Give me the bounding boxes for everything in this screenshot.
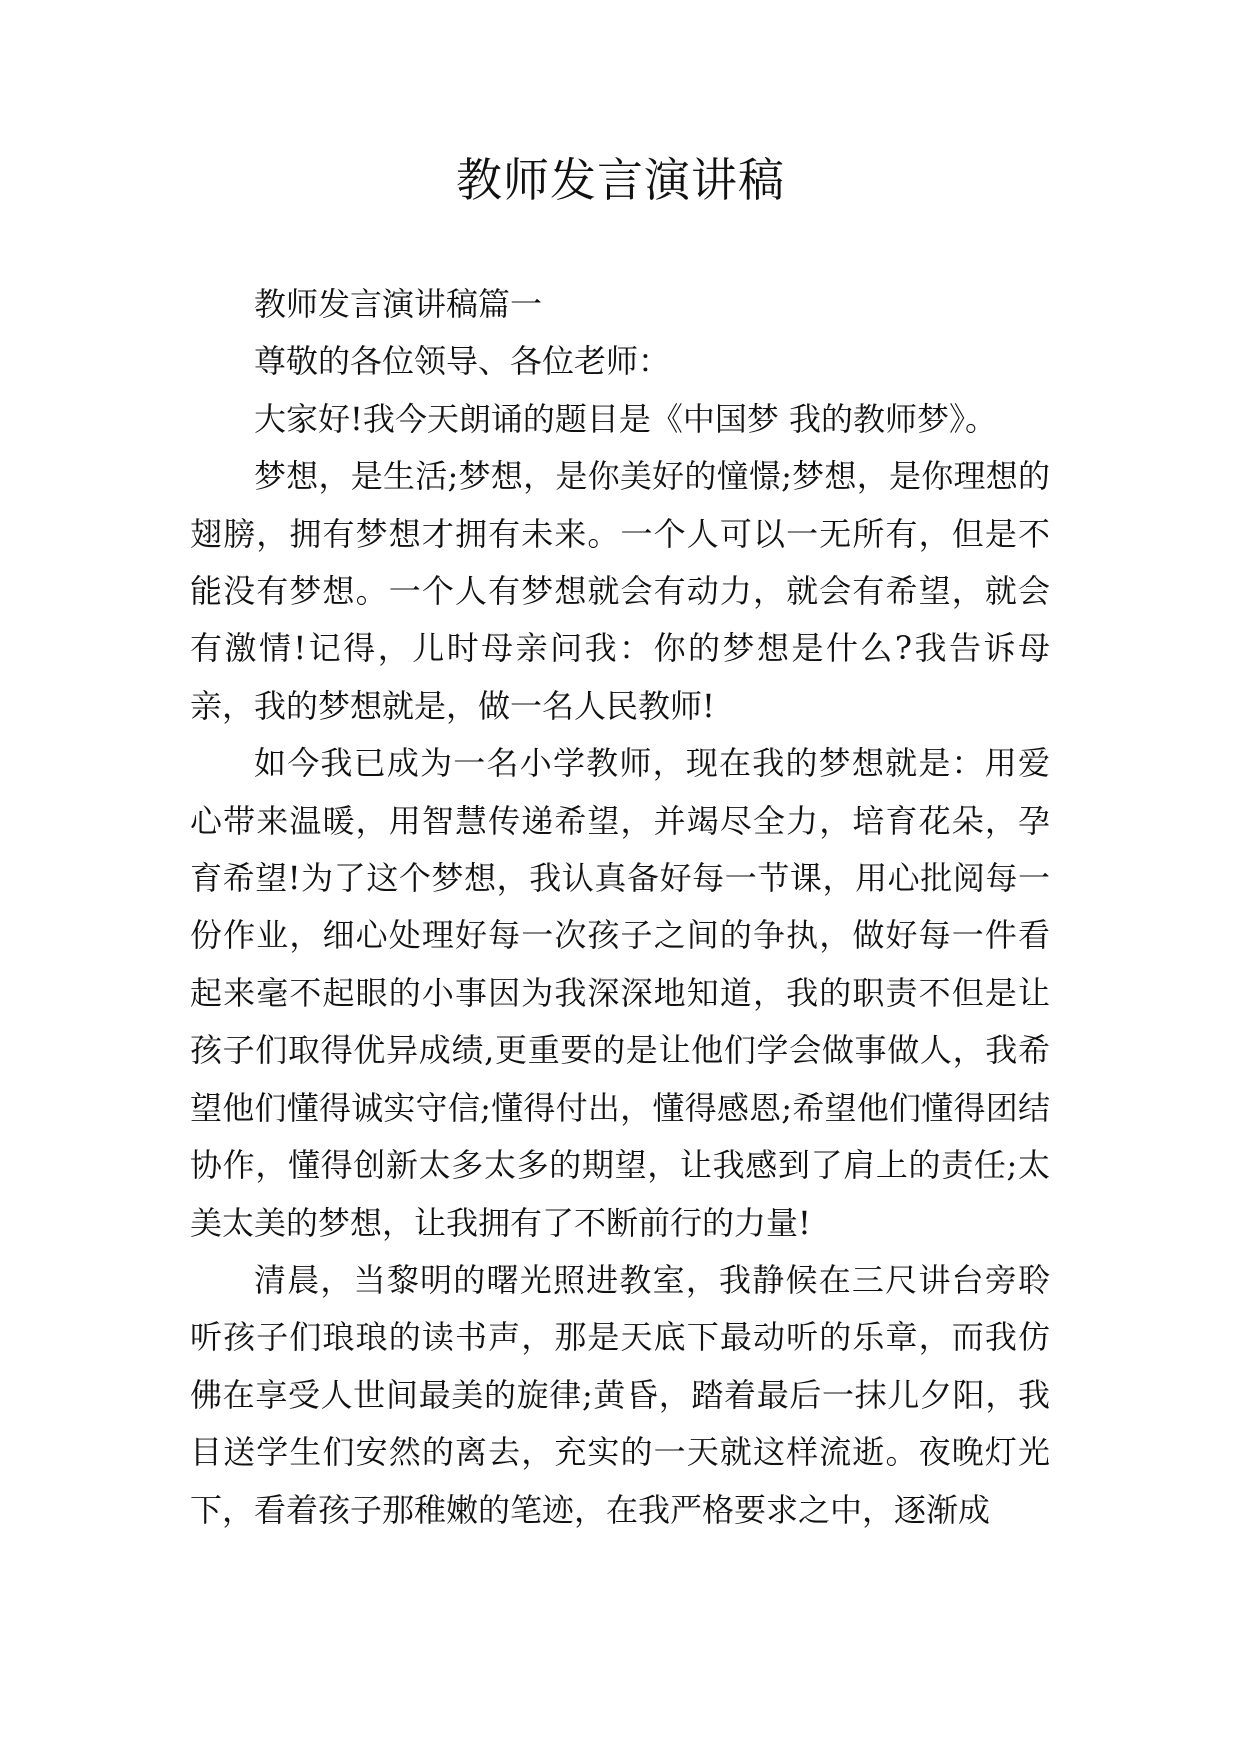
- document-body: [190, 276, 1050, 1539]
- section-heading: 教师发言演讲稿篇一: [254, 285, 543, 323]
- body-paragraph: 梦想，是生活;梦想，是你美好的憧憬;梦想，是你理想的翅膀，拥有梦想才拥有未来。一个人可以一无所有，但是不能没有梦想。一个人有梦想就会有动力，就会有希望，就会有激情!记得，儿时母亲问我：你的梦想是什么?我告诉母亲，我的梦想就是，做一名人民教师!: [190, 457, 1050, 725]
- body-paragraph: 清晨，当黎明的曙光照进教室，我静候在三尺讲台旁聆听孩子们琅琅的读书声，那是天底下最动听的乐章，而我仿佛在享受人世间最美的旋律;黄昏，踏着最后一抹儿夕阳，我目送学生们安然的离去，充实的一天就这样流逝。夜晚灯光下，看着孩子那稚嫩的笔迹，在我严格要求之中，逐渐成: [190, 1260, 1050, 1529]
- salutation: 尊敬的各位领导、各位老师：: [254, 342, 671, 381]
- document-title: 教师发言演讲稿: [456, 153, 785, 207]
- body-paragraph: 如今我已成为一名小学教师，现在我的梦想就是：用爱心带来温暖，用智慧传递希望，并竭尽全力，培育花朵，孕育希望!为了这个梦想，我认真备好每一节课，用心批阅每一份作业，细心处理好每一次孩子之间的争执，做好每一件看起来毫不起眼的小事因为我深深地知道，我的职责不但是让孩子们取得优异成绩,更重要的是让他们学会做事做人，我希望他们懂得诚实守信;懂得付出，懂得感恩;希望他们懂得团结协作，懂得创新太多太多的期望，让我感到了肩上的责任;太美太美的梦想，让我拥有了不断前行的力量!: [190, 744, 1050, 1242]
- greeting-paragraph: 大家好!我今天朗诵的题目是《中国梦 我的教师梦》。: [254, 399, 998, 438]
